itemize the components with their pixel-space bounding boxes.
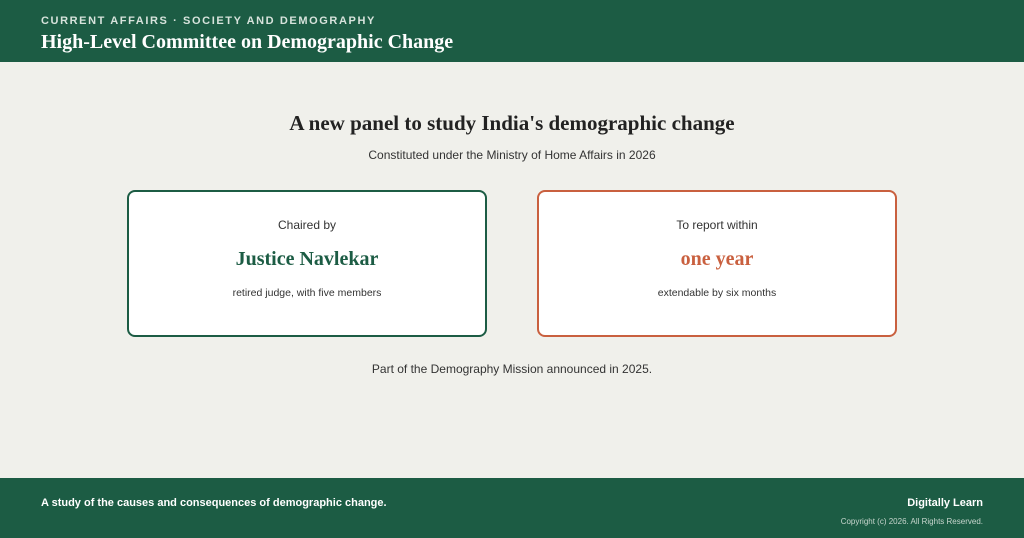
main-content [0, 62, 1024, 478]
footer-copyright: Copyright (c) 2026. All Rights Reserved. [840, 517, 983, 526]
chair-card-note: retired judge, with five members [232, 287, 382, 299]
timeline-card-note: extendable by six months [657, 287, 777, 299]
footer-tagline: A study of the causes and consequences of demographic change. [41, 497, 387, 509]
chair-card-value: Justice Navlekar [235, 248, 379, 270]
section-kicker: CURRENT AFFAIRS · SOCIETY AND DEMOGRAPHY [41, 15, 376, 27]
footer-brand: Digitally Learn [907, 497, 983, 509]
subheadline: Constituted under the Ministry of Home Affairs in 2026 [368, 148, 656, 162]
page-title: High-Level Committee on Demographic Change [41, 31, 454, 53]
chair-card-label: Chaired by [277, 218, 337, 232]
header-bar [0, 0, 1024, 62]
footer-bar [0, 478, 1024, 538]
timeline-card-value: one year [680, 248, 754, 270]
timeline-card [537, 190, 897, 337]
headline: A new panel to study India's demographic change [289, 111, 735, 135]
chair-card [127, 190, 487, 337]
mission-note: Part of the Demography Mission announced in 2025. [371, 362, 653, 376]
timeline-card-label: To report within [676, 218, 758, 232]
